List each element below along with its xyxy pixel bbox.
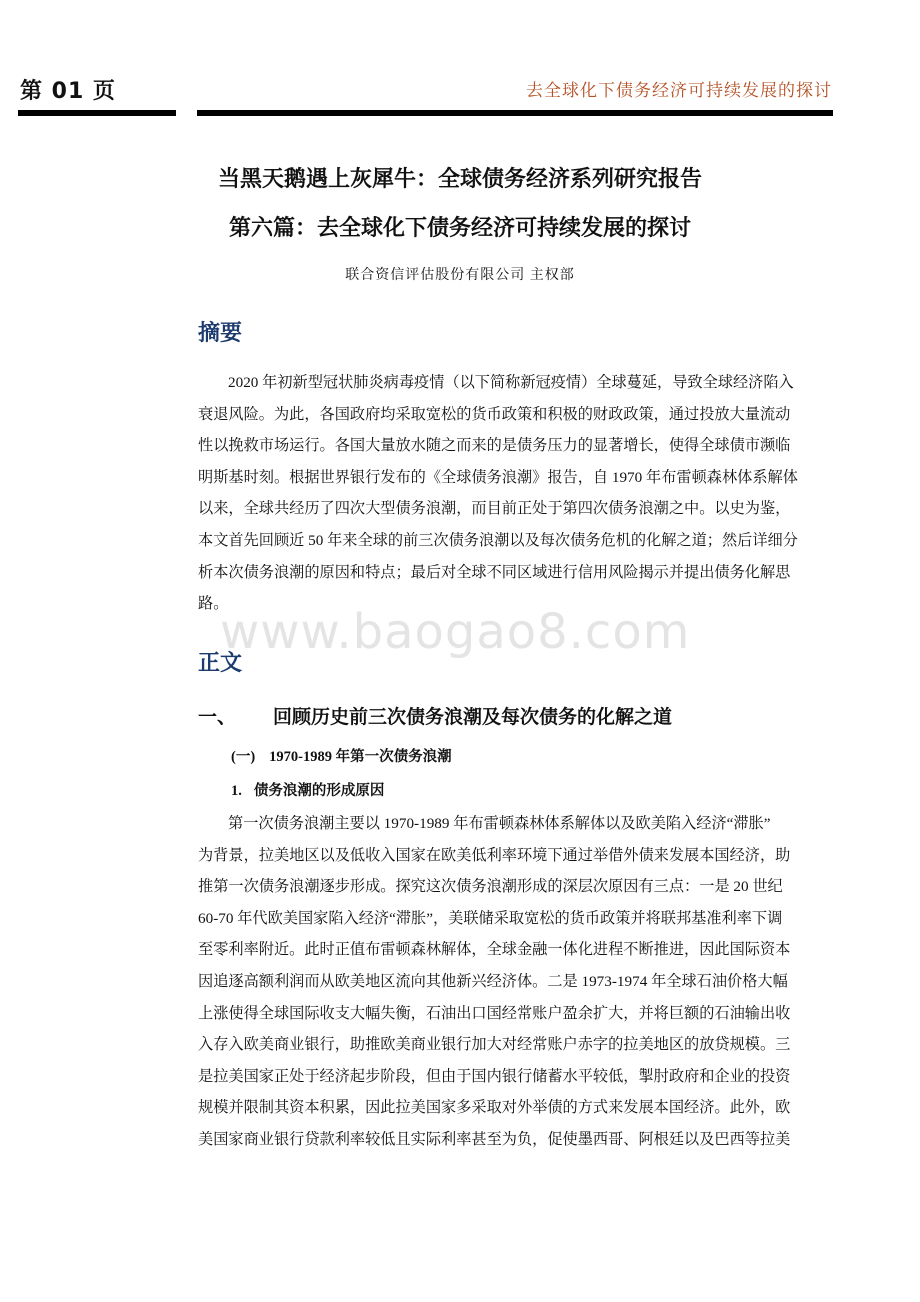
subsection-number: (一) xyxy=(231,749,256,765)
body-line: 美国家商业银行贷款利率较低且实际利率甚至为负，促使墨西哥、阿根廷以及巴西等拉美 xyxy=(198,1130,791,1148)
report-title: 当黑天鹅遇上灰犀牛：全球债务经济系列研究报告 xyxy=(217,167,702,192)
body-line: 第一次债务浪潮主要以 1970-1989 年布雷顿森林体系解体以及欧美陷入经济“滞胀” xyxy=(228,815,771,832)
running-title: 去全球化下债务经济可持续发展的探讨 xyxy=(526,81,832,100)
body-line: 为背景，拉美地区以及低收入国家在欧美低利率环境下通过举借外债来发展本国经济，助 xyxy=(198,846,791,864)
body-line: 60-70 年代欧美国家陷入经济“滞胀”，美联储采取宽松的货币政策并将联邦基准利率下调 xyxy=(198,909,783,927)
report-subtitle: 第六篇：去全球化下债务经济可持续发展的探讨 xyxy=(228,216,691,241)
abstract-line: 本文首先回顾近 50 年来全球的前三次债务浪潮以及每次债务危机的化解之道；然后详细分 xyxy=(198,531,798,549)
abstract-line: 性以挽救市场运行。各国大量放水随之而来的是债务压力的显著增长，使得全球债市濒临 xyxy=(198,437,791,455)
body-line: 是拉美国家正处于经济起步阶段，但由于国内银行储蓄水平较低，掣肘政府和企业的投资 xyxy=(198,1067,791,1085)
body-line: 因追逐高额利润而从欧美地区流向其他新兴经济体。二是 1973-1974 年全球石油价格大幅 xyxy=(198,972,788,990)
subsection-heading xyxy=(231,745,452,766)
abstract-line: 衰退风险。为此，各国政府均采取宽松的货币政策和积极的财政政策，通过投放大量流动 xyxy=(198,405,791,423)
body-line: 上涨使得全球国际收支大幅失衡，石油出口国经常账户盈余扩大，并将巨额的石油输出收 xyxy=(198,1004,791,1022)
item-number: 1. xyxy=(231,783,242,799)
abstract-line: 路。 xyxy=(198,595,229,613)
body-line: 规模并限制其资本积累，因此拉美国家多采取对外举债的方式来发展本国经济。此外，欧 xyxy=(198,1099,791,1117)
section-number: 一、 xyxy=(198,706,237,728)
body-line: 入存入欧美商业银行，助推欧美商业银行加大对经常账户赤字的拉美地区的放贷规模。三 xyxy=(198,1036,791,1054)
body-paragraph xyxy=(198,808,832,1156)
page-number: 第 01 页 xyxy=(20,79,116,104)
watermark: www.baogao8.com xyxy=(220,604,691,660)
body-line: 推第一次债务浪潮逐步形成。探究这次债务浪潮形成的深层次原因有三点：一是 20 世纪 xyxy=(198,878,783,896)
body-line: 至零利率附近。此时正值布雷顿森林解体，全球金融一体化进程不断推进，因此国际资本 xyxy=(198,941,791,959)
abstract-line: 以来，全球共经历了四次大型债务浪潮，而目前正处于第四次债务浪潮之中。以史为鉴， xyxy=(198,500,791,518)
header-rule-left xyxy=(18,110,176,116)
item-title: 债务浪潮的形成原因 xyxy=(253,783,385,799)
abstract-line: 明斯基时刻。根据世界银行发布的《全球债务浪潮》报告，自 1970 年布雷顿森林体系解体 xyxy=(198,468,798,486)
author: 联合资信评估股份有限公司 主权部 xyxy=(345,268,575,283)
abstract-heading: 摘要 xyxy=(198,321,243,346)
header-rule-right xyxy=(197,110,833,116)
subsection-title: 1970-1989 年第一次债务浪潮 xyxy=(269,749,452,765)
abstract-paragraph xyxy=(198,367,832,620)
item-heading xyxy=(231,779,384,800)
section-title: 回顾历史前三次债务浪潮及每次债务的化解之道 xyxy=(273,706,673,728)
body-heading: 正文 xyxy=(198,651,243,676)
abstract-line: 2020 年初新型冠状肺炎病毒疫情（以下简称新冠疫情）全球蔓延，导致全球经济陷入 xyxy=(228,374,794,391)
abstract-line: 析本次债务浪潮的原因和特点；最后对全球不同区域进行信用风险揭示并提出债务化解思 xyxy=(198,563,791,581)
